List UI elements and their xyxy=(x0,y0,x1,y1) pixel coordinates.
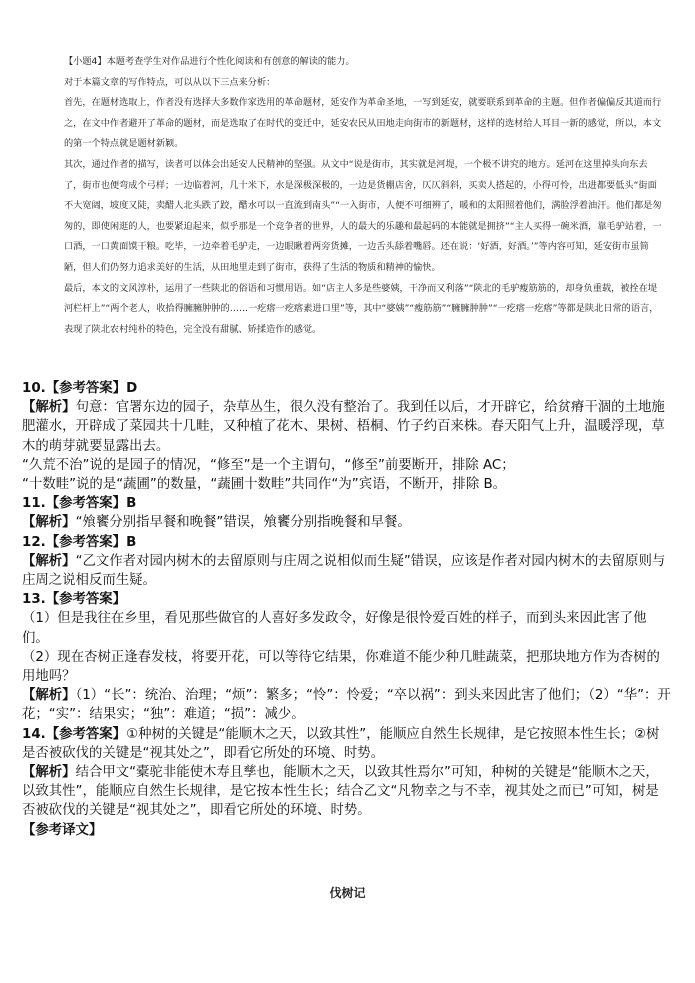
q14-analysis xyxy=(22,763,672,821)
q10-analysis xyxy=(22,398,672,456)
q4-head: 【小题4】本题考查学生对作品进行个性化阅读和有创意的解读的能力。 xyxy=(64,56,355,67)
q11-answer: 11.【参考答案】B xyxy=(22,496,137,512)
q13-analysis-text: （1）“长”：统治、治理；“烦”：繁多；“怜”：怜爱；“卒以祸”：到头来因此害了他们；（2）“华”：开花；“实”：结果实；“独”：难道；“损”：减少。 xyxy=(22,688,671,723)
q4-intro: 对于本篇文章的写作特点，可以从以下三点来分析： xyxy=(64,76,276,88)
q14-answer xyxy=(22,725,672,763)
q13-analysis xyxy=(22,686,672,724)
q13-answer-1: （1）但是我往在乡里，看见那些做官的人喜好多发政令，好像是很怜爱百姓的样子，而到头来因此害了他们。 xyxy=(22,611,647,646)
q10-analysis-text: 句意：官署东边的园子，杂草丛生，很久没有整治了。我到任以后，才开辟它，给贫瘠干涸的土地施肥灌水，开辟成了菜园共十几畦，又种植了花木、果树、梧桐、竹子约百来株。春天阳气上升，温暖浮现，草木的萌芽就要显露出去。 xyxy=(22,400,665,454)
q4-paragraph-2: 其次，通过作者的描写，读者可以体会出延安人民精神的坚强。从文中“说是街市，其实就是河堤，一个极不讲究的地方。延河在这里掉头向东去了，街市也便弯成个弓样；一边临着河，几十米下，水是深极深极的，一边是货棚店舍，仄仄斜斜，买卖人搭起的，小得可怜，出进都要低头“街面不大宽阔，坡度又陡，卖醋人北头跌了跤，醋水可以一直流到南头”“一入街市，人便不可细辨了，暖和的太阳照着他们，满脸浮着油汗。他们都是匆匆的，即使闲逛的人，也要紧迫起来，似乎那是一个竞争者的世界，人的最大的乐趣和最起码的本能就是拥挤”“主人买得一碗米酒，靠毛驴站着，一口酒，一口黄面馍干粮。吃毕，一边牵着毛驴走，一边眼瞅着两旁货摊，一边舌头舔着嘴唇。还在说：‘好酒，好酒。’”等内容可知，延安街市虽简陋，但人们仍努力追求美好的生活，从田地里走到了街市，获得了生活的物质和精神的愉快。 xyxy=(64,158,662,273)
q12-analysis xyxy=(22,552,672,590)
answers-block xyxy=(22,379,672,840)
translation-label: 【参考译文】 xyxy=(22,822,103,838)
q4-paragraph-3: 最后，本文的文风淳朴，运用了一些陕北的俗语和习惯用语。如“店主人多是些婆姨，干净而又利落”“陕北的毛驴瘦筋筋的，却身负重载，被拴在堤河栏杆上”“两个老人，收拾得臃臃肿肿的……一疙瘩一疙瘩素进口里”等，其中“婆姨”“瘦筋筋”“臃臃肿肿”“一疙瘩一疙瘩”等都是陕北日常的语言，表现了陕北农村纯朴的特色，完全没有甜腻、矫揉造作的感觉。 xyxy=(64,282,659,335)
q14-analysis-text: 结合甲文“橐驼非能使木寿且孳也，能顺木之天，以致其性焉尔”可知，种树的关键是“能顺木之天，以致其性”，能顺应自然生长规律，是它按本性生长；结合乙文“凡物幸之与不幸，视其处之而已”可知，树是否被砍伐的关键是“视其处之”，即看它所处的环境、时势。 xyxy=(22,765,659,819)
q11-analysis xyxy=(22,513,672,532)
q13-analysis-label: 【解析】 xyxy=(22,688,76,704)
q4-paragraph-1: 首先，在题材选取上，作者没有选择大多数作家选用的革命题材，延安作为革命圣地，一写到延安，就要联系到革命的主题。但作者偏偏反其道而行之，在文中作者避开了革命的题材，而是选取了在时代的变迁中，延安农民从田地走向街市的新题材，这样的选材给人耳目一新的感觉，所以，本文的第一个特点就是题材新颖。 xyxy=(64,97,662,150)
q11-analysis-text: “飧饔分别指早餐和晚餐”错误，飧饔分别指晚餐和早餐。 xyxy=(75,515,411,531)
translation-title: 伐树记 xyxy=(329,886,366,900)
q13-answer-2: （2）现在杏树正逢春发枝，将要开花，可以等待它结果，你难道不能少种几畦蔬菜，把那块地方作为杏树的用地吗？ xyxy=(22,649,660,685)
q13-answer: 13.【参考答案】 xyxy=(22,592,127,608)
q12-analysis-label: 【解析】 xyxy=(22,553,76,569)
q14-answer-label: 14.【参考答案】 xyxy=(22,726,127,742)
q10-note-2: “十数畦”说的是“蔬圃”的数量，“蔬圃十数畦”共同作“为”宾语，不断开，排除 B。 xyxy=(22,477,507,493)
q10-answer: 10.【参考答案】D xyxy=(22,381,138,396)
q4-block xyxy=(64,52,664,340)
q14-analysis-label: 【解析】 xyxy=(22,765,76,781)
q10-note-1: “久荒不治”说的是园子的情况，“修至”是一个主谓句，“修至”前要断开，排除 AC； xyxy=(22,457,515,473)
q10-analysis-label: 【解析】 xyxy=(22,400,76,416)
q12-answer: 12.【参考答案】B xyxy=(22,534,137,550)
q14-answer-text: ①种树的关键是“能顺木之天，以致其性”，能顺应自然生长规律，是它按照本性生长；②树是否被砍伐的关键是“视其处之”，即看它所处的环境、时势。 xyxy=(22,726,660,761)
q11-analysis-label: 【解析】 xyxy=(22,515,76,531)
q12-analysis-text: “乙文作者对园内树木的去留原则与庄周之说相似而生疑”错误，应该是作者对园内树木的去留原则与庄周之说相反而生疑。 xyxy=(22,553,666,589)
